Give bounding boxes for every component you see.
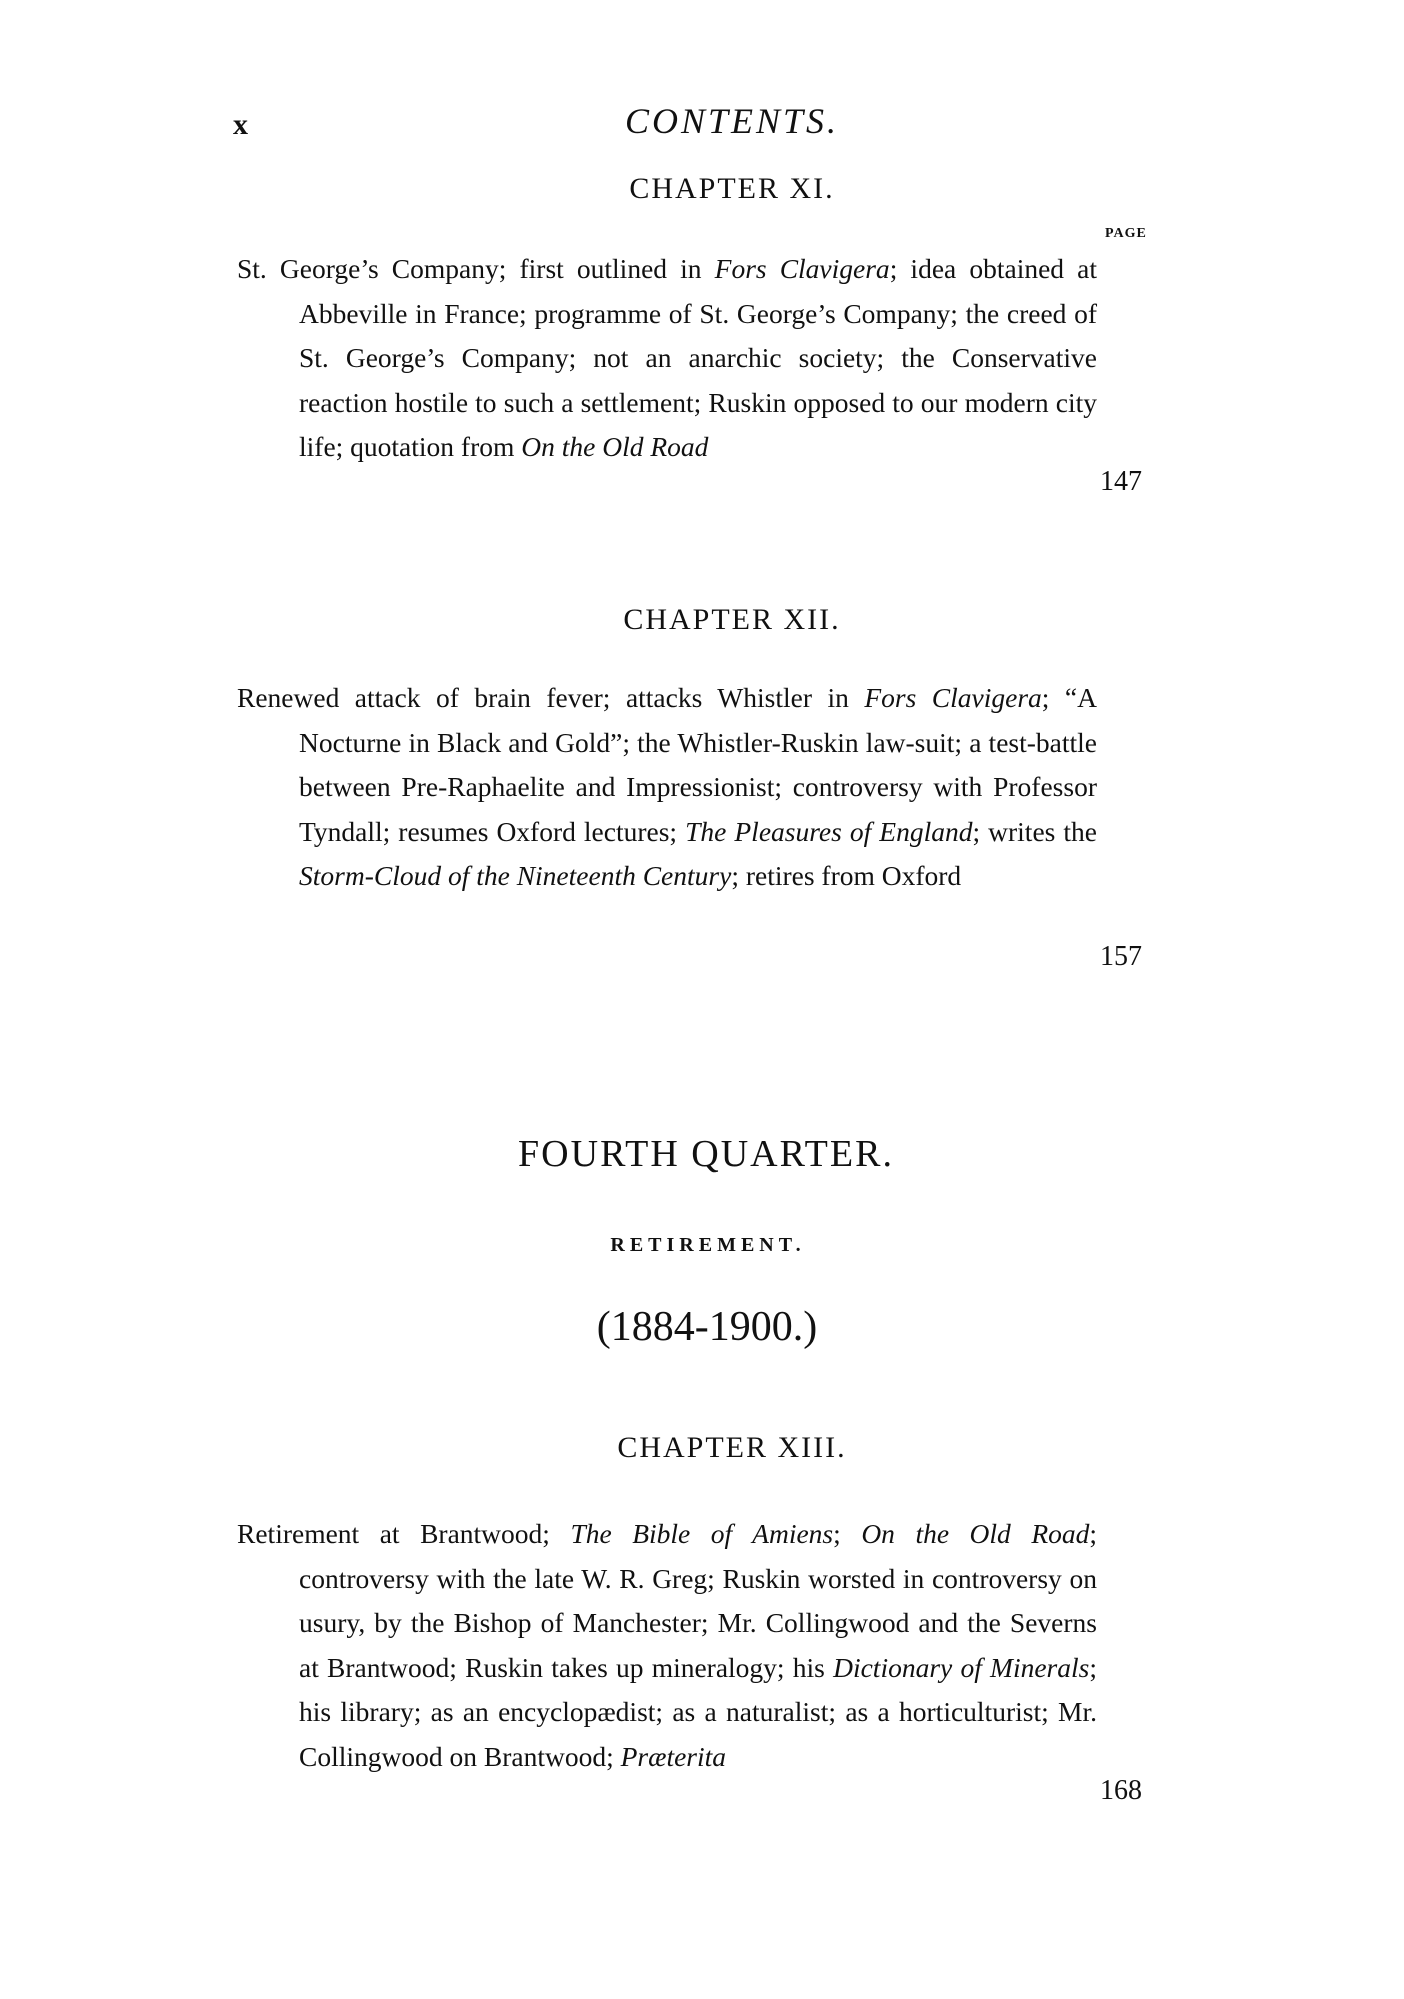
chapter-heading: CHAPTER XIII.: [617, 1431, 847, 1464]
summary-text: ;: [833, 1518, 862, 1549]
italic-title: The Pleasures of England: [685, 815, 973, 847]
page-reference: 157: [1100, 941, 1142, 972]
summary-text: Retirement at Brantwood;: [237, 1518, 571, 1549]
italic-title: On the Old Road: [861, 1518, 1090, 1549]
italic-title: Dictionary of Minerals: [833, 1651, 1090, 1683]
italic-title: On the Old Road: [521, 431, 709, 463]
italic-title: Fors Clavigera: [864, 682, 1042, 713]
quarter-years: (1884-1900.): [596, 1304, 818, 1350]
running-head: CONTENTS.: [624, 101, 840, 141]
quarter-subtitle: RETIREMENT.: [610, 1234, 806, 1256]
summary-text: Renewed attack of brain fever; attacks Whistler in: [237, 682, 865, 713]
page-number: x: [233, 108, 248, 141]
summary-text: ; his library; as an encyclopædist; as a naturalist; as a horticulturist; Mr. Collingwood on Brantwood;: [299, 1651, 1097, 1772]
summary-text: St. George’s Company; first outlined in: [237, 253, 715, 284]
summary-text: ; writes the: [972, 815, 1097, 847]
page-column-label: PAGE: [1105, 226, 1147, 241]
chapter-heading: CHAPTER XI.: [629, 172, 835, 205]
italic-title: Storm-Cloud of the Nineteenth Century: [299, 860, 732, 892]
chapter-summary: [237, 247, 1097, 470]
page-reference: 147: [1100, 466, 1142, 497]
italic-title: The Bible of Amiens: [570, 1518, 834, 1549]
italic-title: Præterita: [620, 1740, 727, 1772]
quarter-title: FOURTH QUARTER.: [518, 1133, 894, 1175]
chapter-heading: CHAPTER XII.: [623, 603, 841, 636]
chapter-summary: [237, 676, 1097, 899]
summary-text: ; controversy with the late W. R. Greg; Ruskin worsted in controversy on usury, by the Bishop of Manchester; Mr. Collingwood and the Severns at Brantwood; Ruskin takes up mineralogy; his: [299, 1518, 1098, 1683]
summary-text: ; idea obtained at Abbeville in France; programme of St. George’s Company; the creed of St. George’s Company; not an anarchic society; the Conservative reaction hostile to such a settlement; Ruskin opposed to our modern city life; quotation from: [299, 253, 1097, 463]
chapter-summary: [237, 1512, 1097, 1780]
italic-title: Fors Clavigera: [714, 253, 890, 284]
summary-text: ; retires from Oxford: [731, 860, 962, 892]
page-reference: 168: [1100, 1775, 1142, 1806]
summary-text: ; “A Nocturne in Black and Gold”; the Whistler-Ruskin law-suit; a test-battle between Pre-Raphaelite and Impressionist; controversy with Professor Tyndall; resumes Oxford lectures;: [299, 682, 1097, 847]
